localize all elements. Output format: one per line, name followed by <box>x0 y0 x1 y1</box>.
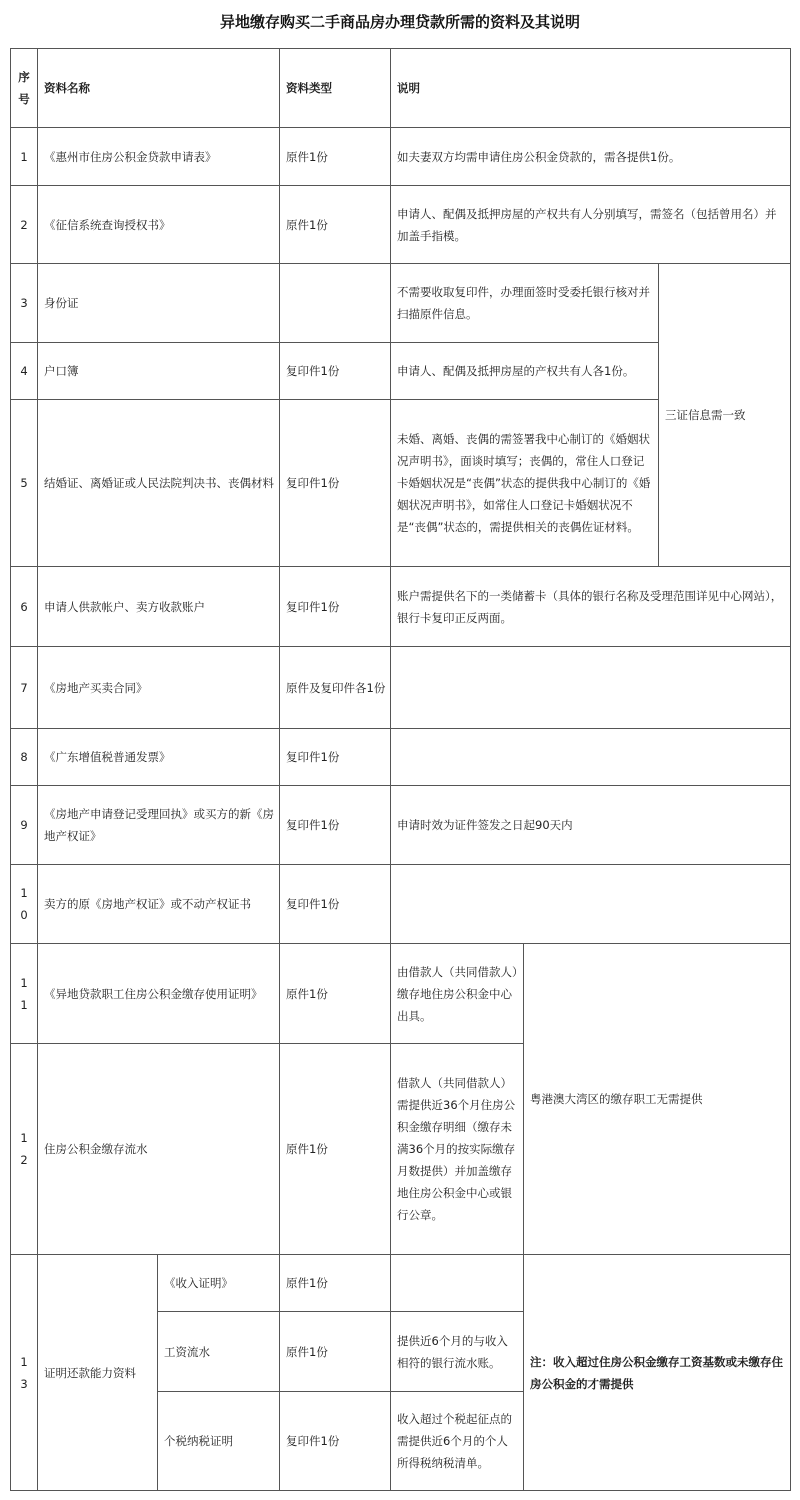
row-index: 6 <box>20 599 28 614</box>
row-name: 申请人供款帐户、卖方收款账户 <box>44 599 205 614</box>
sub-row-type: 原件1份 <box>286 1344 328 1359</box>
row-index: 2 <box>20 217 28 232</box>
row-name: 《房地产买卖合同》 <box>44 680 148 695</box>
row-type: 复印件1份 <box>286 364 340 378</box>
row-note: 如夫妻双方均需申请住房公积金贷款的，需各提供1份。 <box>397 149 681 164</box>
row-type: 复印件1份 <box>286 818 340 832</box>
row-name: 《异地贷款职工住房公积金缴存使用证明》 <box>44 986 263 1001</box>
row-index: 12 <box>20 1131 28 1167</box>
row-name: 《广东增值税普通发票》 <box>44 750 171 764</box>
row-type: 原件1份 <box>286 217 328 232</box>
row-name: 证明还款能力资料 <box>44 1365 136 1380</box>
row-note <box>397 729 787 785</box>
row-name: 身份证 <box>44 296 79 310</box>
row-note: 账户需提供名下的一类储蓄卡（具体的银行名称及受理范围详见中心网站），银行卡复印正反两面。 <box>397 588 783 625</box>
row-index: 8 <box>20 750 28 764</box>
page-title: 异地缴存购买二手商品房办理贷款所需的资料及其说明 <box>219 13 580 31</box>
row-type: 原件1份 <box>286 149 328 164</box>
row-index: 4 <box>20 364 28 378</box>
header-note: 说明 <box>397 81 420 95</box>
row-index: 10 <box>20 886 28 922</box>
row-type: 复印件1份 <box>286 750 340 764</box>
sub-row-note: 收入超过个税起征点的需提供近6个月的个人所得税纳税清单。 <box>397 1412 512 1470</box>
row-name: 《惠州市住房公积金贷款申请表》 <box>44 149 217 164</box>
sub-row-type: 原件1份 <box>286 1276 328 1290</box>
row-note: 借款人（共同借款人）需提供近36个月住房公积金缴存明细（缴存未满36个月的按实际缴存月数提供）并加盖缴存地住房公积金中心或银行公章。 <box>397 1076 516 1222</box>
row-index: 9 <box>20 818 28 832</box>
row-type: 原件及复印件各1份 <box>286 680 386 695</box>
row-type: 原件1份 <box>286 1142 328 1156</box>
row-note <box>397 647 787 728</box>
row-name: 《征信系统查询授权书》 <box>44 217 171 232</box>
row-note: 由借款人（共同借款人）缴存地住房公积金中心出具。 <box>397 964 518 1023</box>
row-name: 《房地产申请登记受理回执》或买方的新《房地产权证》 <box>44 807 274 843</box>
sub-row-name: 个税纳税证明 <box>164 1434 233 1448</box>
row-name: 结婚证、离婚证或人民法院判决书、丧偶材料 <box>44 476 274 490</box>
sub-row-note: 提供近6个月的与收入相符的银行流水账。 <box>397 1333 508 1370</box>
row-note: 申请人、配偶及抵押房屋的产权共有人各1份。 <box>397 364 635 378</box>
merged-note-income: 注：收入超过住房公积金缴存工资基数或未缴存住房公积金的才需提供 <box>530 1354 783 1391</box>
header-name: 资料名称 <box>44 81 90 95</box>
sub-row-name: 工资流水 <box>164 1344 210 1359</box>
sub-row-note <box>397 1255 519 1311</box>
row-index: 5 <box>20 476 28 490</box>
row-type: 复印件1份 <box>286 897 340 911</box>
row-note <box>397 865 787 943</box>
row-name: 户口簿 <box>44 364 79 378</box>
row-note: 申请时效为证件签发之日起90天内 <box>397 818 573 832</box>
row-note: 申请人、配偶及抵押房屋的产权共有人分别填写，需签名（包括曾用名）并加盖手指模。 <box>397 206 777 243</box>
row-note: 不需要收取复印件，办理面签时受委托银行核对并扫描原件信息。 <box>397 285 650 321</box>
row-type <box>286 264 389 342</box>
row-index: 13 <box>20 1354 28 1391</box>
row-index: 7 <box>20 680 28 695</box>
merged-note-gba: 粤港澳大湾区的缴存职工无需提供 <box>530 1092 703 1106</box>
sub-row-type: 复印件1份 <box>286 1434 340 1448</box>
header-type: 资料类型 <box>286 81 332 95</box>
row-type: 复印件1份 <box>286 599 340 614</box>
row-type: 原件1份 <box>286 986 328 1001</box>
row-name: 卖方的原《房地产权证》或不动产权证书 <box>44 897 251 911</box>
merged-note-id-consistency: 三证信息需一致 <box>665 408 746 422</box>
row-index: 1 <box>20 149 28 164</box>
row-note: 未婚、离婚、丧偶的需签署我中心制订的《婚姻状况声明书》，面谈时填写；丧偶的，常住人口登记卡婚姻状况是“丧偶”状态的提供我中心制订的《婚姻状况声明书》，如常住人口登记卡婚姻状况不是“丧偶”状态的，需提供相关的丧偶佐证材料。 <box>397 432 651 534</box>
sub-row-name: 《收入证明》 <box>164 1276 233 1290</box>
row-index: 3 <box>20 296 28 310</box>
header-index: 序号 <box>18 70 30 106</box>
row-index: 11 <box>20 975 28 1012</box>
row-type: 复印件1份 <box>286 476 340 490</box>
row-name: 住房公积金缴存流水 <box>44 1142 148 1156</box>
